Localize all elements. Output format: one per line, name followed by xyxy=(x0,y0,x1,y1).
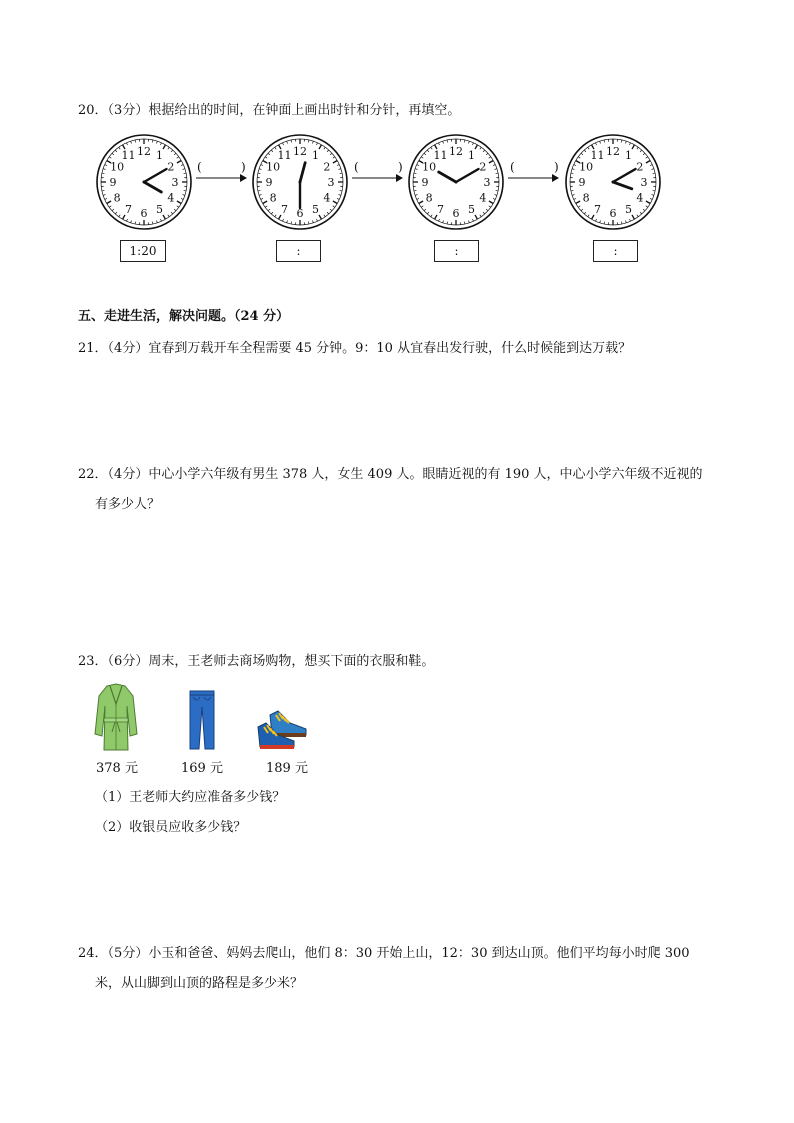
clock-number: 1 xyxy=(468,149,475,163)
clock-3[interactable] xyxy=(407,133,505,231)
clock-number: 6 xyxy=(140,207,148,220)
clock-number: 7 xyxy=(281,202,288,216)
time-box-2[interactable]: : xyxy=(276,240,321,262)
clock-center xyxy=(612,181,615,184)
arrow-icon xyxy=(196,173,248,183)
clock-number: 1 xyxy=(156,149,163,163)
clock-number: 3 xyxy=(483,176,491,189)
blank-1-close: ) xyxy=(241,160,246,174)
time-box-1: 1:20 xyxy=(120,240,166,262)
jeans-image xyxy=(188,689,216,751)
clock-number: 12 xyxy=(293,145,307,158)
clock-number: 3 xyxy=(327,176,335,189)
clock-number: 4 xyxy=(636,191,644,205)
clock-number: 5 xyxy=(156,202,163,216)
clock-number: 1 xyxy=(312,149,319,163)
clock-number: 9 xyxy=(265,176,273,189)
clock-number: 11 xyxy=(277,149,292,163)
clock-number: 10 xyxy=(579,160,594,174)
price-coat: 378 元 xyxy=(96,761,138,776)
blank-1-open: ( xyxy=(197,160,202,174)
clock-number: 8 xyxy=(269,191,277,205)
clock-number: 2 xyxy=(167,160,175,174)
clock-number: 12 xyxy=(606,145,620,158)
clock-number: 3 xyxy=(640,176,648,189)
clock-number: 11 xyxy=(121,149,136,163)
q23-sub2: （2）收银员应收多少钱？ xyxy=(95,820,247,835)
clock-number: 11 xyxy=(590,149,605,163)
clock-number: 5 xyxy=(468,202,475,216)
arrow-icon xyxy=(352,173,404,183)
shoes-image xyxy=(256,707,308,751)
clock-2[interactable] xyxy=(251,133,349,231)
clock-number: 8 xyxy=(582,191,590,205)
clock-number: 9 xyxy=(421,176,429,189)
clock-number: 4 xyxy=(323,191,331,205)
clock-number: 11 xyxy=(433,149,448,163)
clock-4[interactable] xyxy=(564,133,662,231)
section-heading: 五、走进生活，解决问题。（24 分） xyxy=(78,309,290,324)
price-jeans: 169 元 xyxy=(181,761,223,776)
time-box-3[interactable]: : xyxy=(434,240,479,262)
blank-3-open: ( xyxy=(510,160,515,174)
blank-2-open: ( xyxy=(354,160,359,174)
clock-number: 7 xyxy=(437,202,444,216)
coat-image xyxy=(93,682,139,752)
q22-text-line1: 22．（4分）中心小学六年级有男生 378 人，女生 409 人。眼睛近视的有 190 人，中心小学六年级不近视的 xyxy=(78,467,703,482)
clock-center xyxy=(299,181,302,184)
clock-number: 5 xyxy=(625,202,632,216)
blank-3-close: ) xyxy=(554,160,559,174)
clock-number: 8 xyxy=(113,191,121,205)
clock-number: 2 xyxy=(479,160,487,174)
clock-number: 12 xyxy=(449,145,463,158)
clock-number: 10 xyxy=(110,160,125,174)
price-shoes: 189 元 xyxy=(266,761,308,776)
clock-number: 5 xyxy=(312,202,319,216)
arrow-icon xyxy=(508,173,560,183)
q24-text-line2: 米，从山脚到山顶的路程是多少米？ xyxy=(95,976,304,991)
clock-number: 8 xyxy=(425,191,433,205)
blank-2-close: ) xyxy=(398,160,403,174)
clock-number: 7 xyxy=(594,202,601,216)
clock-center xyxy=(455,181,458,184)
clock-number: 3 xyxy=(171,176,179,189)
clock-number: 9 xyxy=(578,176,586,189)
clock-number: 10 xyxy=(266,160,281,174)
clock-number: 12 xyxy=(137,145,151,158)
clock-number: 4 xyxy=(479,191,487,205)
clock-number: 2 xyxy=(636,160,644,174)
time-box-4[interactable]: : xyxy=(593,240,638,262)
q23-text: 23．（6分）周末，王老师去商场购物，想买下面的衣服和鞋。 xyxy=(78,654,435,669)
clock-number: 2 xyxy=(323,160,331,174)
clock-number: 10 xyxy=(422,160,437,174)
clock-number: 1 xyxy=(625,149,632,163)
q22-text-line2: 有多少人？ xyxy=(95,497,161,512)
clock-center xyxy=(143,181,146,184)
clock-number: 4 xyxy=(167,191,175,205)
clock-number: 6 xyxy=(609,207,617,220)
q20-text: 20．（3分）根据给出的时间，在钟面上画出时针和分针，再填空。 xyxy=(78,103,461,118)
clock-number: 6 xyxy=(296,207,304,220)
clock-number: 6 xyxy=(452,207,460,220)
clock-1[interactable] xyxy=(95,133,193,231)
clock-number: 9 xyxy=(109,176,117,189)
clock-number: 7 xyxy=(125,202,132,216)
q23-sub1: （1）王老师大约应准备多少钱？ xyxy=(95,790,286,805)
q24-text-line1: 24．（5分）小玉和爸爸、妈妈去爬山，他们 8：30 开始上山，12：30 到达山顶。他们平均每小时爬 300 xyxy=(78,946,690,961)
q21-text: 21．（4分）宜春到万载开车全程需要 45 分钟。9：10 从宜春出发行驶，什么时候能到达万载？ xyxy=(78,341,632,356)
